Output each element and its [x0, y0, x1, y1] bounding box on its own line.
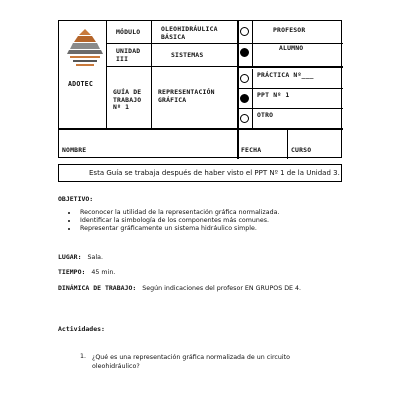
corporation-logo-icon — [67, 27, 103, 67]
question-line: oleohidráulico? — [92, 363, 140, 370]
unidad-label: UNIDAD III — [116, 47, 141, 63]
list-item: • Representar gráficamente un sistema hidráulico simple. — [78, 225, 279, 233]
guia-value: REPRESENTACIÓN GRÁFICA — [158, 88, 215, 104]
profesor-radio[interactable] — [240, 27, 249, 36]
profesor-label: PROFESOR — [273, 26, 306, 34]
unidad-value: SISTEMAS — [171, 51, 204, 59]
tiempo-row — [58, 268, 115, 276]
dinamica-label: DINÁMICA DE TRABAJO: — [58, 284, 137, 292]
modulo-label: MÓDULO — [116, 28, 141, 36]
question-number: 1. — [80, 353, 87, 360]
question-line: ¿Qué es una representación gráfica normalizada de un circuito — [92, 354, 290, 361]
objetivo-label: OBJETIVO: — [58, 195, 94, 203]
list-item: • Identificar la simbología de los componentes más comunes. — [78, 217, 279, 225]
org-name: ADOTEC — [68, 80, 94, 88]
lugar-value: Sala. — [87, 254, 103, 261]
tiempo-label: TIEMPO: — [58, 268, 86, 276]
tiempo-value: 45 min. — [91, 269, 116, 276]
otro-radio[interactable] — [240, 114, 249, 123]
header-table — [58, 20, 342, 158]
objetivo-list — [70, 209, 279, 233]
actividades-label: Actividades: — [58, 325, 105, 333]
lugar-label: LUGAR: — [58, 253, 82, 261]
otro-label: OTRO — [257, 111, 274, 119]
fecha-label: FECHA — [241, 146, 262, 154]
alumno-label: ALUMNO — [279, 44, 304, 52]
dinamica-value: Según indicaciones del profesor EN GRUPOS DE 4. — [142, 285, 302, 292]
curso-label: CURSO — [291, 146, 312, 154]
dinamica-row — [58, 284, 301, 292]
question-text — [92, 353, 290, 371]
alumno-radio[interactable] — [240, 48, 249, 57]
guide-note: Esta Guía se trabaja después de haber visto el PPT Nº 1 de la Unidad 3. — [58, 164, 342, 182]
practica-radio[interactable] — [240, 74, 249, 83]
list-item: • Reconocer la utilidad de la representación gráfica normalizada. — [78, 209, 279, 217]
nombre-label: NOMBRE — [62, 146, 87, 154]
ppt-label: PPT Nº 1 — [257, 91, 290, 99]
practica-label: PRÁCTICA Nº___ — [257, 71, 314, 79]
ppt-radio[interactable] — [240, 94, 249, 103]
guia-label: GUÍA DE TRABAJO Nº 1 — [113, 88, 142, 111]
modulo-value: OLEOHIDRÁULICA BÁSICA — [161, 25, 218, 41]
lugar-row — [58, 253, 103, 261]
